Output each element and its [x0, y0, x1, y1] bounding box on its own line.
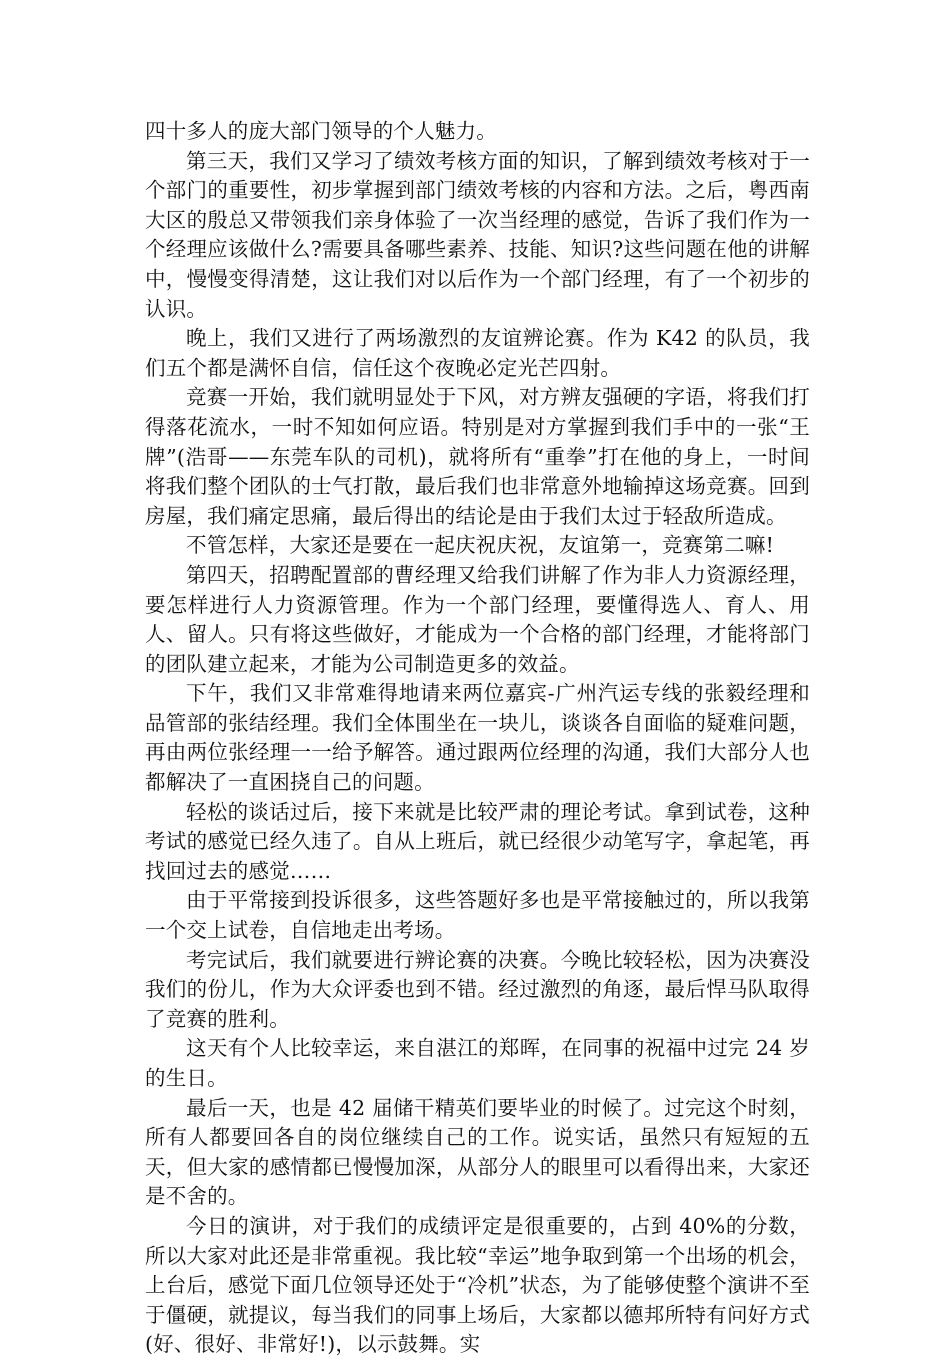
paragraph-12: 最后一天，也是 42 届储干精英们要毕业的时候了。过完这个时刻，所有人都要回各自的岗位继续自己的工作。说实话，虽然只有短短的五天，但大家的感情都已慢慢加深，从部分人的眼里可以看得出来，大家还是不舍的。	[145, 1095, 810, 1209]
paragraph-11: 这天有个人比较幸运，来自湛江的郑晖，在同事的祝福中过完 24 岁的生日。	[145, 1036, 810, 1090]
paragraph-2: 第三天，我们又学习了绩效考核方面的知识，了解到绩效考核对于一个部门的重要性，初步掌握到部门绩效考核的内容和方法。之后，粤西南大区的殷总又带领我们亲身体验了一次当经理的感觉，告诉了我们作为一个经理应该做什么?需要具备哪些素养、技能、知识?这些问题在他的讲解中，慢慢变得清楚，这让我们对以后作为一个部门经理，有了一个初步的认识。	[145, 148, 810, 321]
paragraph-10: 考完试后，我们就要进行辨论赛的决赛。今晚比较轻松，因为决赛没我们的份儿，作为大众评委也到不错。经过激烈的角逐，最后悍马队取得了竞赛的胜利。	[145, 947, 810, 1031]
paragraph-1: 四十多人的庞大部门领导的个人魅力。	[145, 119, 497, 143]
paragraph-6: 第四天，招聘配置部的曹经理又给我们讲解了作为非人力资源经理，要怎样进行人力资源管理。作为一个部门经理，要懂得选人、育人、用人、留人。只有将这些做好，才能成为一个合格的部门经理，才能将部门的团队建立起来，才能为公司制造更多的效益。	[145, 562, 810, 676]
paragraph-9: 由于平常接到投诉很多，这些答题好多也是平常接触过的，所以我第一个交上试卷，自信地走出考场。	[145, 888, 810, 943]
paragraph-8: 轻松的谈话过后，接下来就是比较严肃的理论考试。拿到试卷，这种考试的感觉已经久违了。自从上班后，就已经很少动笔写字，拿起笔，再找回过去的感觉……	[145, 799, 810, 883]
paragraph-7: 下午，我们又非常难得地请来两位嘉宾-广州汽运专线的张毅经理和品管部的张结经理。我们全体围坐在一块儿，谈谈各自面临的疑难问题，再由两位张经理一一给予解答。通过跟两位经理的沟通，我们大部分人也都解决了一直困挠自己的问题。	[145, 681, 810, 795]
document-page	[145, 117, 810, 1360]
paragraph-3: 晚上，我们又进行了两场激烈的友谊辨论赛。作为 K42 的队员，我们五个都是满怀自信，信任这个夜晚必定光芒四射。	[145, 326, 810, 380]
paragraph-13: 今日的演讲，对于我们的成绩评定是很重要的，占到 40%的分数，所以大家对此还是非常重视。我比较“幸运”地争取到第一个出场的机会，上台后，感觉下面几位领导还处于“冷机”状态，为了能够使整个演讲不至于僵硬，就提议，每当我们的同事上场后，大家都以德邦所特有问好方式(好、很好、非常好!)，以示鼓舞。实	[145, 1213, 810, 1357]
paragraph-5: 不管怎样，大家还是要在一起庆祝庆祝，友谊第一，竞赛第二嘛!	[186, 533, 775, 558]
paragraph-4: 竞赛一开始，我们就明显处于下风，对方辨友强硬的字语，将我们打得落花流水，一时不知如何应语。特别是对方掌握到我们手中的一张“王牌”(浩哥——东莞车队的司机)，就将所有“重拳”打在他的身上，一时间将我们整个团队的士气打散，最后我们也非常意外地输掉这场竞赛。回到房屋，我们痛定思痛，最后得出的结论是由于我们太过于轻敌所造成。	[145, 385, 810, 528]
